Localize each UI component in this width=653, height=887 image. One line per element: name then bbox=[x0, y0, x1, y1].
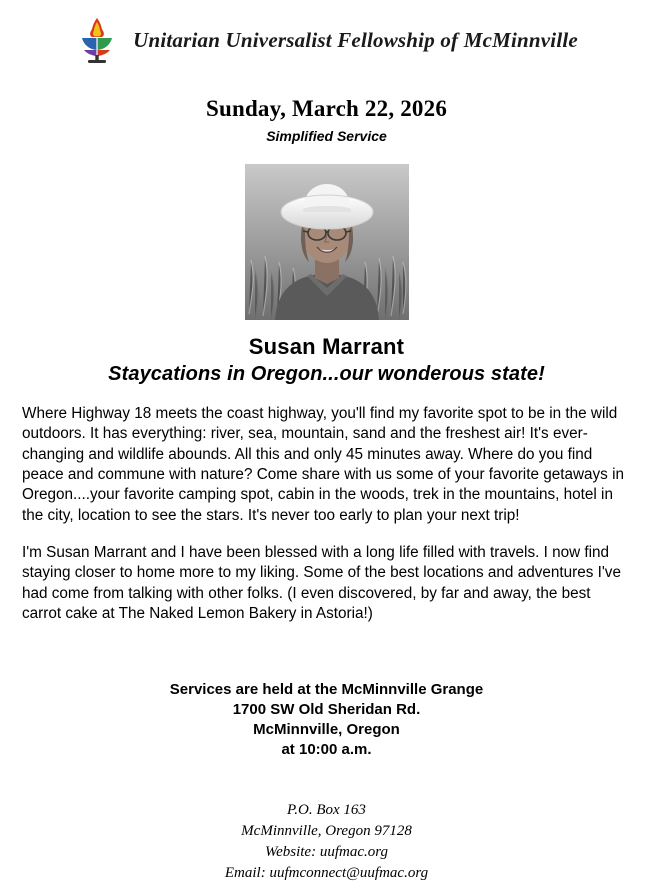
description-paragraph-2: I'm Susan Marrant and I have been blessed with a long life filled with travels. I now find staying closer to home more to my liking. Some of the best locations and adventures I've had come from talking with other folks. (I even discovered, by far and away, the best carrot cake at The Naked Lemon Bakery in Astoria!) bbox=[22, 544, 621, 623]
service-description bbox=[18, 404, 635, 624]
location-time: at 10:00 a.m. bbox=[281, 741, 372, 759]
contact-footer bbox=[18, 800, 635, 884]
sermon-title: Staycations in Oregon...our wonderous state! bbox=[108, 363, 545, 385]
location-venue: Services are held at the McMinnville Grange bbox=[169, 681, 484, 699]
organization-name: Unitarian Universalist Fellowship of McMinnville bbox=[133, 27, 578, 52]
service-location-block bbox=[18, 680, 635, 760]
service-type: Simplified Service bbox=[266, 128, 387, 144]
speaker-block bbox=[18, 334, 635, 386]
footer-city-state-zip: McMinnville, Oregon 97128 bbox=[241, 823, 412, 840]
location-city: McMinnville, Oregon bbox=[253, 721, 400, 739]
service-date: Sunday, March 22, 2026 bbox=[205, 96, 448, 121]
speaker-portrait-image bbox=[245, 164, 409, 320]
description-paragraph-1: Where Highway 18 meets the coast highway, you'll find my favorite spot to be in the wild outdoors. It has everything: river, sea, mountain, sand and the freshest air! It's ever-changing and wildlife abounds. All this and only 45 minutes away. Where do you find peace and commune with nature? Come share with us some of your favorite getaways in Oregon....your favorite camping spot, cabin in the woods, trek in the mountains, hotel in the city, location to see the stars. It's never too early to plan your next trip! bbox=[22, 405, 624, 524]
footer-po-box: P.O. Box 163 bbox=[287, 802, 366, 819]
footer-website[interactable]: Website: uufmac.org bbox=[264, 844, 389, 861]
location-street: 1700 SW Old Sheridan Rd. bbox=[232, 701, 421, 719]
service-title-block bbox=[18, 96, 635, 144]
footer-email[interactable]: Email: uufmconnect@uufmac.org bbox=[224, 865, 429, 882]
portrait-container bbox=[18, 164, 635, 320]
speaker-name: Susan Marrant bbox=[248, 334, 405, 359]
uu-flaming-chalice-icon bbox=[75, 16, 119, 64]
page-header bbox=[18, 0, 635, 70]
